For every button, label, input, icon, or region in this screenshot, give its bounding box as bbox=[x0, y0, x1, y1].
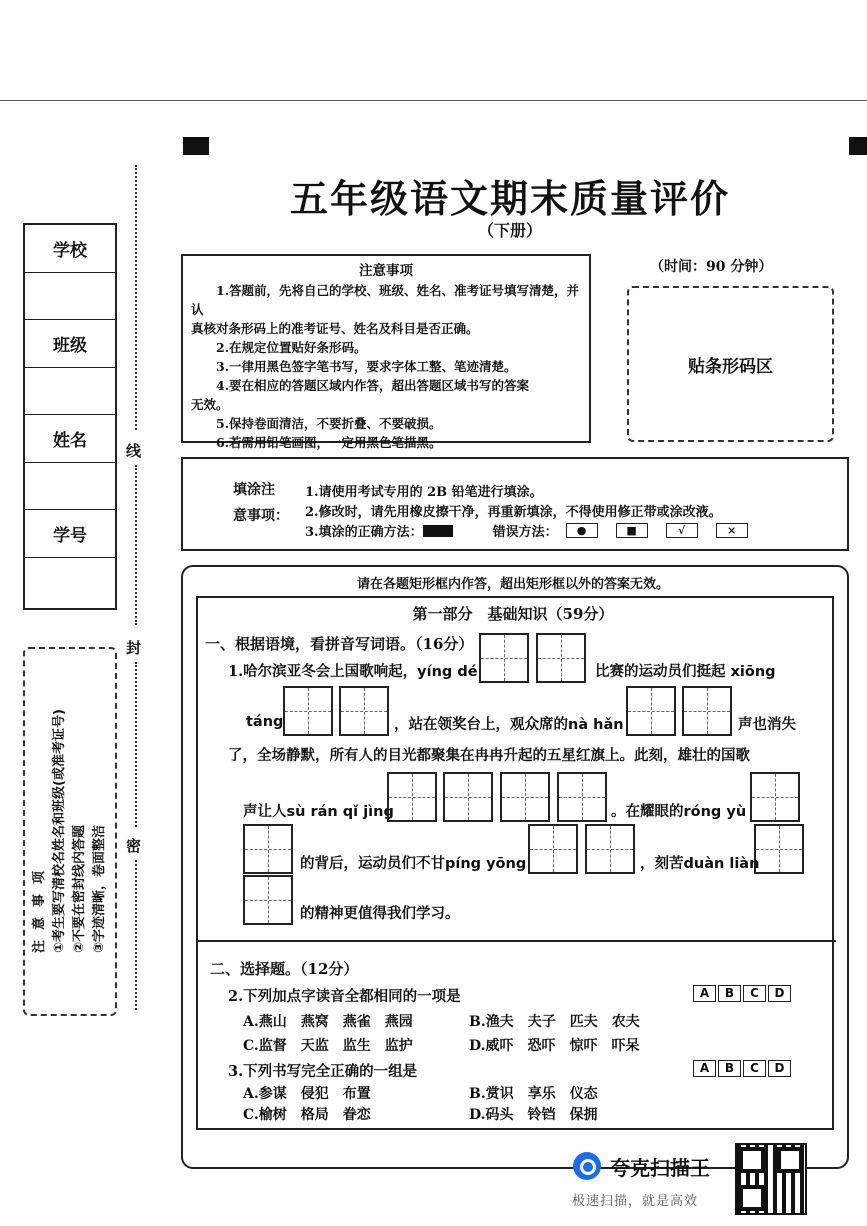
q1-text-2: 比赛的运动员们挺起 bbox=[595, 663, 726, 680]
q3-option-b: B.赏识 享乐 仪态 bbox=[469, 1086, 598, 1102]
wrong-example-cross: × bbox=[716, 523, 748, 538]
q1-text-3: ，站在领奖台上，观众席的 bbox=[394, 716, 568, 733]
tian-grid[interactable] bbox=[557, 772, 607, 822]
correct-fill-example bbox=[423, 525, 453, 537]
school-label: 学校 bbox=[25, 225, 115, 273]
notice-line-3: 2.在规定位置贴好条形码。 bbox=[216, 340, 367, 355]
exam-title: 五年级语文期末质量评价 bbox=[289, 176, 730, 221]
name-label: 姓名 bbox=[25, 415, 115, 463]
alignment-marker-left bbox=[183, 137, 209, 155]
pinyin-ping-yong: píng yōng bbox=[445, 856, 527, 872]
fill-rule-3 bbox=[305, 521, 748, 540]
side-notice-item-1: ①考生要写清校名姓名和班级(或准考证号) bbox=[52, 709, 67, 953]
q3-choice-a[interactable]: A bbox=[693, 1060, 716, 1077]
q1-text-4: 声也消失 bbox=[738, 716, 796, 733]
fill-rule-1: 1.请使用考试专用的 2B 铅笔进行填涂。 bbox=[305, 485, 543, 500]
q2-section-heading: 二、选择题。（12分） bbox=[210, 960, 359, 978]
seal-label-seal: 封 bbox=[126, 639, 142, 657]
q1-text-9: ，刻苦 bbox=[640, 855, 684, 872]
q2-option-b: B.渔夫 夫子 匹夫 农夫 bbox=[469, 1014, 640, 1030]
notice-box bbox=[181, 254, 591, 450]
q1-text-6: 声让人 bbox=[243, 803, 287, 820]
q1-line-5b bbox=[640, 852, 759, 873]
pinyin-ying-de: yíng dé bbox=[417, 664, 478, 680]
q2-choice-c[interactable]: C bbox=[743, 985, 766, 1002]
side-notice-box bbox=[23, 647, 117, 1016]
seal-label-line: 线 bbox=[126, 442, 142, 460]
pinyin-na-han: nà hǎn bbox=[568, 717, 624, 733]
q2-choice-a[interactable]: A bbox=[693, 985, 716, 1002]
q1-heading: 一、根据语境，看拼音写词语。（16分） bbox=[205, 635, 474, 653]
q3-choice-c[interactable]: C bbox=[743, 1060, 766, 1077]
q2-stem: 2.下列加点字读音全都相同的一项是 bbox=[228, 988, 461, 1005]
qr-code-icon bbox=[735, 1143, 807, 1215]
seal-line-lower bbox=[135, 662, 137, 827]
wrong-example-square: ■ bbox=[616, 523, 648, 538]
q1-line-2b bbox=[394, 713, 624, 734]
student-info-column bbox=[23, 223, 117, 610]
class-label: 班级 bbox=[25, 320, 115, 368]
seal-label-secret: 密 bbox=[126, 837, 142, 855]
tian-grid[interactable] bbox=[750, 772, 800, 822]
q2-option-c: C.监督 天监 监生 监护 bbox=[243, 1038, 413, 1054]
q2-choice-b[interactable]: B bbox=[718, 985, 741, 1002]
tian-grid[interactable] bbox=[443, 772, 493, 822]
scanner-logo-icon bbox=[573, 1152, 601, 1180]
tian-grid[interactable] bbox=[682, 686, 732, 736]
wrong-example-dot: ● bbox=[566, 523, 598, 538]
q3-option-a: A.参谋 侵犯 布置 bbox=[243, 1086, 371, 1102]
tian-grid[interactable] bbox=[243, 824, 293, 874]
fill-rules-heading-2: 意事项： bbox=[233, 508, 289, 524]
q1-text-1: 1.哈尔滨亚冬会上国歌响起， bbox=[228, 663, 418, 680]
notice-line-6: 无效。 bbox=[191, 397, 229, 412]
q1-text-7: 。在耀眼的 bbox=[611, 803, 684, 820]
notice-line-5: 4.要在相应的答题区域内作答，超出答题区域书写的答案 bbox=[216, 378, 530, 393]
part1-title: 第一部分 基础知识（59分） bbox=[412, 605, 614, 623]
student-id-field[interactable] bbox=[25, 558, 115, 605]
exam-subtitle: （下册） bbox=[477, 221, 542, 240]
side-notice-heading: 注意事项 bbox=[32, 860, 47, 953]
q3-answer-choices bbox=[691, 1060, 791, 1077]
fill-rule-3-wrong-label: 错误方法： bbox=[492, 525, 558, 540]
tian-grid[interactable] bbox=[479, 633, 529, 683]
q2-option-a: A.燕山 燕窝 燕雀 燕园 bbox=[243, 1014, 413, 1030]
q1-line-1 bbox=[228, 660, 478, 681]
side-notice-text bbox=[30, 709, 110, 953]
scanner-watermark bbox=[560, 1140, 860, 1220]
q3-choice-d[interactable]: D bbox=[768, 1060, 791, 1077]
scanner-tagline: 极速扫描，就是高效 bbox=[572, 1194, 699, 1209]
q3-option-d: D.码头 铃铛 保拥 bbox=[469, 1107, 598, 1123]
q2-answer-choices bbox=[691, 985, 791, 1002]
fill-rule-2: 2.修改时，请先用橡皮擦干净，再重新填涂，不得使用修正带或涂改液。 bbox=[305, 505, 722, 520]
tian-grid[interactable] bbox=[626, 686, 676, 736]
pinyin-duan-lian: duàn liàn bbox=[683, 856, 760, 872]
q3-option-c: C.榆树 格局 眷恋 bbox=[243, 1107, 371, 1123]
notice-line-1: 1.答题前，先将自己的学校、班级、姓名、准考证号填写清楚，并认 bbox=[191, 283, 580, 317]
section-divider bbox=[196, 940, 836, 942]
school-field[interactable] bbox=[25, 273, 115, 321]
name-field[interactable] bbox=[25, 463, 115, 511]
notice-title: 注意事项 bbox=[359, 263, 413, 279]
student-id-label: 学号 bbox=[25, 510, 115, 558]
wrong-example-check: √ bbox=[666, 523, 698, 538]
notice-line-8: 6.若需用铅笔画图，一定用黑色笔描黑。 bbox=[216, 435, 442, 450]
barcode-label: 贴条形码区 bbox=[688, 356, 773, 377]
tian-grid[interactable] bbox=[536, 633, 586, 683]
pinyin-tang: táng bbox=[246, 714, 284, 730]
barcode-area[interactable] bbox=[627, 286, 834, 442]
exam-time: （时间：90 分钟） bbox=[650, 259, 773, 275]
answer-note: 请在各题矩形框内作答，超出矩形框以外的答案无效。 bbox=[356, 577, 669, 592]
fill-rules-heading bbox=[233, 477, 291, 529]
tian-grid[interactable] bbox=[243, 875, 293, 925]
alignment-marker-right bbox=[849, 137, 867, 155]
notice-line-7: 5.保持卷面清洁，不要折叠、不要破损。 bbox=[216, 416, 442, 431]
side-notice-item-2: ②不要在密封线内答题 bbox=[72, 824, 87, 953]
seal-line-bottom bbox=[135, 860, 137, 1010]
seal-line-top bbox=[135, 165, 137, 430]
q1-line-5a bbox=[300, 852, 526, 873]
q3-choice-b[interactable]: B bbox=[718, 1060, 741, 1077]
notice-line-2: 真核对条形码上的准考证号、姓名及科目是否正确。 bbox=[191, 321, 479, 336]
tian-grid[interactable] bbox=[585, 824, 635, 874]
q1-line-4b bbox=[611, 800, 746, 821]
tian-grid[interactable] bbox=[339, 686, 389, 736]
class-field[interactable] bbox=[25, 368, 115, 416]
tian-grid[interactable] bbox=[754, 824, 804, 874]
q2-choice-d[interactable]: D bbox=[768, 985, 791, 1002]
seal-line-mid bbox=[135, 465, 137, 625]
fill-rules-box bbox=[181, 457, 849, 551]
q1-text-5: 了，全场静默，所有人的目光都聚集在冉冉升起的五星红旗上。此刻，雄壮的国歌 bbox=[228, 747, 750, 764]
q1-text-10: 的精神更值得我们学习。 bbox=[300, 905, 460, 922]
tian-grid[interactable] bbox=[528, 824, 578, 874]
pinyin-rong-yu: róng yù bbox=[683, 804, 747, 820]
q1-line-2a bbox=[246, 713, 283, 730]
tian-grid[interactable] bbox=[500, 772, 550, 822]
scanner-name: 夸克扫描王 bbox=[610, 1156, 710, 1180]
notice-line-4: 3.一律用黑色签字笔书写，要求字体工整、笔迹清楚。 bbox=[216, 359, 517, 374]
tian-grid[interactable] bbox=[283, 686, 333, 736]
tian-grid[interactable] bbox=[387, 772, 437, 822]
pinyin-xiong: xiōng bbox=[730, 664, 776, 680]
side-notice-item-3: ③字迹清晰，卷面整洁 bbox=[92, 824, 107, 953]
q1-line-4a bbox=[243, 800, 394, 821]
q2-option-d: D.威吓 恐吓 惊吓 吓呆 bbox=[469, 1038, 640, 1054]
q1-text-8: 的背后，运动员们不甘 bbox=[300, 855, 445, 872]
q1-line-1b bbox=[595, 660, 776, 681]
fill-rule-3-correct-label: 3.填涂的正确方法： bbox=[305, 525, 423, 540]
q3-stem: 3.下列书写完全正确的一组是 bbox=[228, 1063, 418, 1080]
fill-rules-heading-1: 填涂注 bbox=[233, 482, 275, 498]
pinyin-su-ran-qi-jing: sù rán qǐ jìng bbox=[286, 804, 394, 820]
